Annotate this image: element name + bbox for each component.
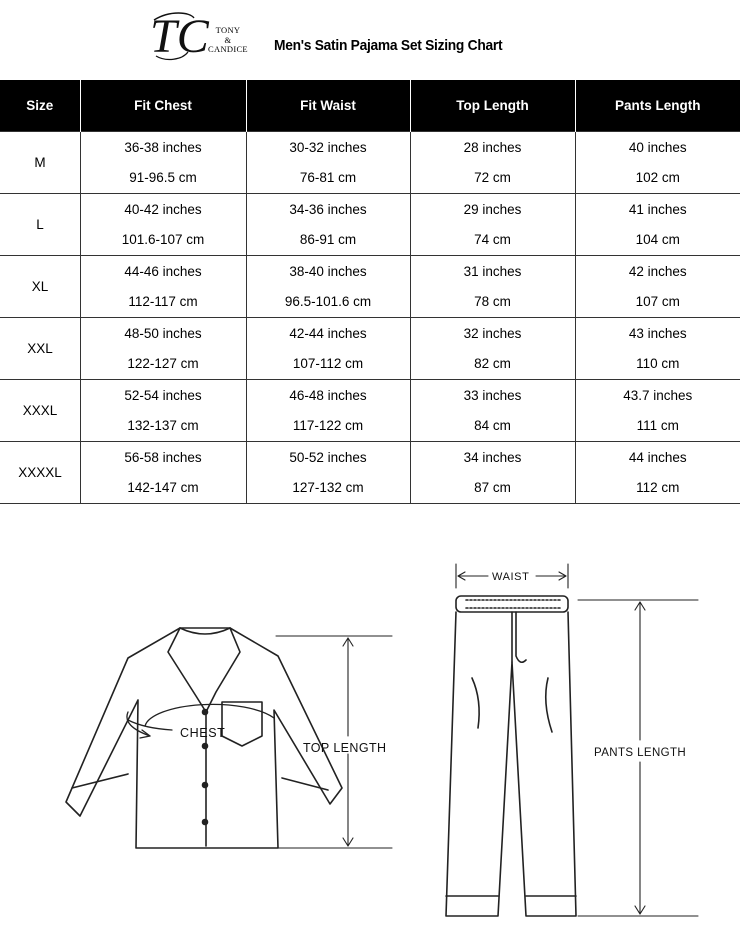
- fit-waist-cell: [246, 256, 410, 318]
- top-length-cm: 78 cm: [474, 293, 511, 309]
- pants-length-cm: 112 cm: [636, 479, 680, 495]
- size-cell: [0, 380, 80, 442]
- fit-chest-inches: 56-58 inches: [124, 449, 202, 465]
- size-chart-table: [0, 80, 740, 504]
- fit-chest-cm: 142-147 cm: [127, 479, 199, 495]
- fit-chest-inches: 52-54 inches: [124, 387, 202, 403]
- top-length-cm: 84 cm: [474, 417, 511, 433]
- fit-chest-cm: 112-117 cm: [128, 293, 198, 309]
- pants-illustration: [446, 596, 576, 916]
- fit-waist-cell: [246, 442, 410, 504]
- pants-length-cell: [575, 318, 740, 380]
- size-cell: [0, 442, 80, 504]
- pants-length-cell: [575, 256, 740, 318]
- size-label: XXXL: [22, 403, 58, 418]
- table-row: [0, 380, 740, 442]
- size-cell: [0, 132, 80, 194]
- fit-chest-cell: [80, 442, 246, 504]
- top-length-cm: 74 cm: [474, 231, 511, 247]
- fit-chest-cm: 101.6-107 cm: [121, 231, 205, 247]
- page-title: Men's Satin Pajama Set Sizing Chart: [274, 37, 503, 54]
- size-cell: [0, 256, 80, 318]
- fit-waist-cm: 86-91 cm: [299, 231, 357, 247]
- fit-chest-inches: 44-46 inches: [124, 263, 202, 279]
- fit-waist-cell: [246, 132, 410, 194]
- table-row: [0, 318, 740, 380]
- top-length-cell: [410, 442, 575, 504]
- size-label: M: [34, 155, 46, 170]
- top-length-inches: 29 inches: [463, 201, 522, 217]
- pants-length-label: PANTS LENGTH: [594, 747, 687, 759]
- fit-chest-cell: [80, 132, 246, 194]
- fit-chest-cell: [80, 380, 246, 442]
- size-label: L: [36, 217, 44, 232]
- top-length-inches: 32 inches: [463, 325, 522, 341]
- size-label: XL: [31, 279, 49, 294]
- pants-length-cm: 104 cm: [635, 231, 680, 247]
- pants-length-inches: 42 inches: [628, 263, 687, 279]
- top-length-label: TOP LENGTH: [303, 741, 387, 755]
- fit-chest-cm: 132-137 cm: [127, 417, 199, 433]
- fit-chest-inches: 48-50 inches: [124, 325, 202, 341]
- pants-length-inches: 43.7 inches: [623, 387, 693, 403]
- fit-waist-inches: 30-32 inches: [289, 139, 367, 155]
- size-cell: [0, 194, 80, 256]
- fit-chest-cm: 122-127 cm: [127, 355, 199, 371]
- fit-waist-cell: [246, 318, 410, 380]
- pants-length-cm: 107 cm: [635, 293, 680, 309]
- header-pants-length: Pants Length: [575, 80, 740, 132]
- pants-length-inches: 43 inches: [628, 325, 687, 341]
- pants-length-inches: 44 inches: [628, 449, 687, 465]
- fit-chest-inches: 36-38 inches: [124, 139, 202, 155]
- top-length-inches: 34 inches: [463, 449, 522, 465]
- garment-diagram: [0, 540, 740, 952]
- waist-label: WAIST: [492, 571, 530, 583]
- brand-name: [196, 26, 260, 55]
- logo-monogram: TC: [150, 10, 209, 63]
- fit-chest-cell: [80, 256, 246, 318]
- header-size: Size: [0, 80, 80, 132]
- table-row: [0, 132, 740, 194]
- pants-length-cm: 111 cm: [636, 417, 679, 433]
- size-cell: [0, 318, 80, 380]
- fit-waist-cm: 96.5-101.6 cm: [284, 293, 372, 309]
- top-length-cell: [410, 318, 575, 380]
- table-header-row: [0, 80, 740, 132]
- fit-waist-inches: 34-36 inches: [289, 201, 367, 217]
- header-fit-chest: Fit Chest: [80, 80, 246, 132]
- fit-waist-inches: 50-52 inches: [289, 449, 367, 465]
- pants-length-inches: 40 inches: [628, 139, 687, 155]
- chest-label: CHEST: [180, 726, 226, 740]
- fit-waist-cell: [246, 380, 410, 442]
- size-label: XXL: [27, 341, 53, 356]
- header-top-length: Top Length: [410, 80, 575, 132]
- pants-length-inches: 41 inches: [628, 201, 687, 217]
- fit-chest-cm: 91-96.5 cm: [129, 169, 197, 185]
- top-length-cm: 82 cm: [474, 355, 511, 371]
- table-row: [0, 256, 740, 318]
- top-length-inches: 28 inches: [463, 139, 522, 155]
- top-length-cell: [410, 132, 575, 194]
- pants-length-cell: [575, 132, 740, 194]
- fit-waist-inches: 42-44 inches: [289, 325, 367, 341]
- top-length-cm: 87 cm: [474, 479, 511, 495]
- fit-waist-inches: 46-48 inches: [289, 387, 367, 403]
- brand-line-candice: CANDICE: [208, 44, 248, 54]
- top-length-cm: 72 cm: [474, 169, 511, 185]
- pants-length-cell: [575, 442, 740, 504]
- top-length-inches: 33 inches: [463, 387, 522, 403]
- header-fit-waist: Fit Waist: [246, 80, 410, 132]
- fit-chest-inches: 40-42 inches: [124, 201, 202, 217]
- pants-length-cell: [575, 380, 740, 442]
- top-length-cell: [410, 256, 575, 318]
- fit-waist-cm: 117-122 cm: [292, 417, 364, 433]
- top-length-inches: 31 inches: [463, 263, 522, 279]
- brand-line-tony: TONY: [215, 25, 241, 35]
- table-row: [0, 194, 740, 256]
- pants-length-cm: 102 cm: [635, 169, 680, 185]
- fit-waist-cm: 127-132 cm: [292, 479, 364, 495]
- pants-length-cell: [575, 194, 740, 256]
- fit-waist-cm: 107-112 cm: [292, 355, 364, 371]
- fit-chest-cell: [80, 318, 246, 380]
- table-row: [0, 442, 740, 504]
- top-length-cell: [410, 194, 575, 256]
- pants-length-cm: 110 cm: [636, 355, 680, 371]
- fit-waist-cm: 76-81 cm: [299, 169, 357, 185]
- size-label: XXXXL: [18, 465, 62, 480]
- fit-chest-cell: [80, 194, 246, 256]
- fit-waist-inches: 38-40 inches: [289, 263, 367, 279]
- brand-line-amp: &: [224, 34, 232, 45]
- top-length-cell: [410, 380, 575, 442]
- fit-waist-cell: [246, 194, 410, 256]
